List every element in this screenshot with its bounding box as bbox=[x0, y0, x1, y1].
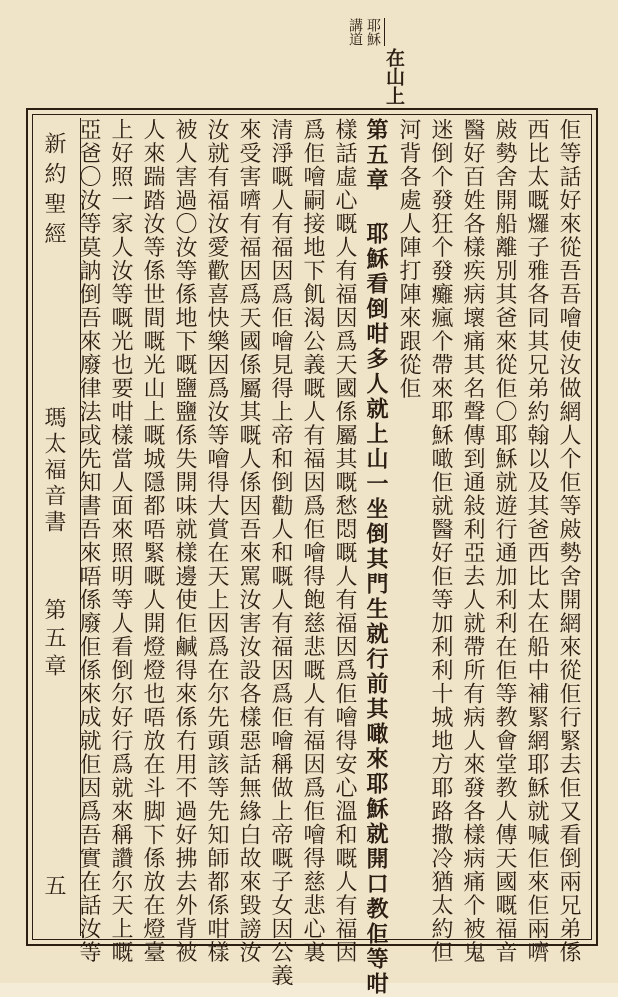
text-column: 㪐勢舍開船離別其爸來從佢〇耶穌就遊行通加利利在佢等教會堂教人傳天國嘅福音 bbox=[492, 118, 517, 964]
text-column: 汝就有福汝愛歡喜快樂因爲汝等噲得大賞在天上因爲在尔先頭該等先知師都係咁樣 bbox=[204, 118, 229, 964]
text-column: 上好照一家人汝等嘅光也要咁樣當人面來照明等人看倒尔好行爲就來稱讚尔天上嘅 bbox=[108, 118, 133, 964]
text-column: 被人害過〇汝等係地下嘅鹽鹽係失開味就樣邊使佢鹹得來係冇用不過好拂去外背被 bbox=[172, 118, 197, 964]
text-column: 佢等話好來從吾吾噲使汝做網人个佢等㪐勢舍開網來從佢行緊去佢又看倒兩兄弟係 bbox=[556, 118, 581, 964]
header-line-jesus: 耶穌 bbox=[365, 18, 381, 46]
text-column: 爲佢噲嗣接地下飢渴公義嘅人有福因爲佢噲得飽慈悲嘅人有福因爲佢噲得慈悲心裏 bbox=[300, 118, 325, 964]
chapter-heading-column: 第五章 耶穌看倒咁多人就上山一坐倒其門生就行前其噉來耶穌就開口教佢等咁 bbox=[363, 118, 389, 997]
gospel-title: 瑪太福音書 bbox=[41, 406, 66, 536]
text-column: 醫好百姓各樣疾病壞痛其名聲傳到通敍利亞去人就帶所有病人來發各樣病痛个被鬼 bbox=[460, 118, 485, 964]
text-column: 西比太嘅𤓓子雅各同其兄弟約翰以及其爸西比太在船中補緊網耶穌就喊佢來佢兩嚌 bbox=[524, 118, 549, 964]
chapter-label: 第五章 bbox=[41, 598, 66, 682]
text-column: 亞爸〇汝等莫訥倒吾來廢律法或先知書吾來唔係廢佢係來成就佢因爲吾實在話汝等 bbox=[76, 118, 101, 964]
header-line-preach: 講道 bbox=[347, 18, 363, 46]
text-column: 來受害嚌有福因爲天國係屬其嘅人係因吾來罵汝害汝設各樣惡話無緣白故來毀謗汝 bbox=[236, 118, 261, 964]
text-column: 迷倒个發狂个發癱瘋个帶來耶穌噉佢就醫好佢等加利利十城地方耶路撒冷猶太約但 bbox=[428, 118, 453, 964]
text-column: 人來踹踏汝等係世間嘅光山上嘅城隱都唔緊嘅人開燈燈也唔放在斗脚下係放在燈臺 bbox=[140, 118, 165, 964]
header-line-on-mountain: 在山上 bbox=[383, 48, 405, 105]
main-text bbox=[76, 118, 584, 997]
book-title: 新約聖經 bbox=[41, 132, 66, 252]
text-column: 清淨嘅人有福因爲佢噲見得上帝和倒勸人和嘅人有福因爲佢噲稱做上帝嘅子女因公義 bbox=[268, 118, 293, 988]
page-number: 五 bbox=[41, 874, 66, 896]
text-column: 河背各處人陣打陣來跟從佢 bbox=[396, 118, 421, 400]
text-column: 樣話虛心嘅人有福因爲天國係屬其嘅愁悶嘅人有福因爲佢噲得安心溫和嘅人有福因 bbox=[332, 118, 357, 964]
running-header bbox=[344, 18, 404, 108]
header-rule bbox=[384, 18, 385, 46]
